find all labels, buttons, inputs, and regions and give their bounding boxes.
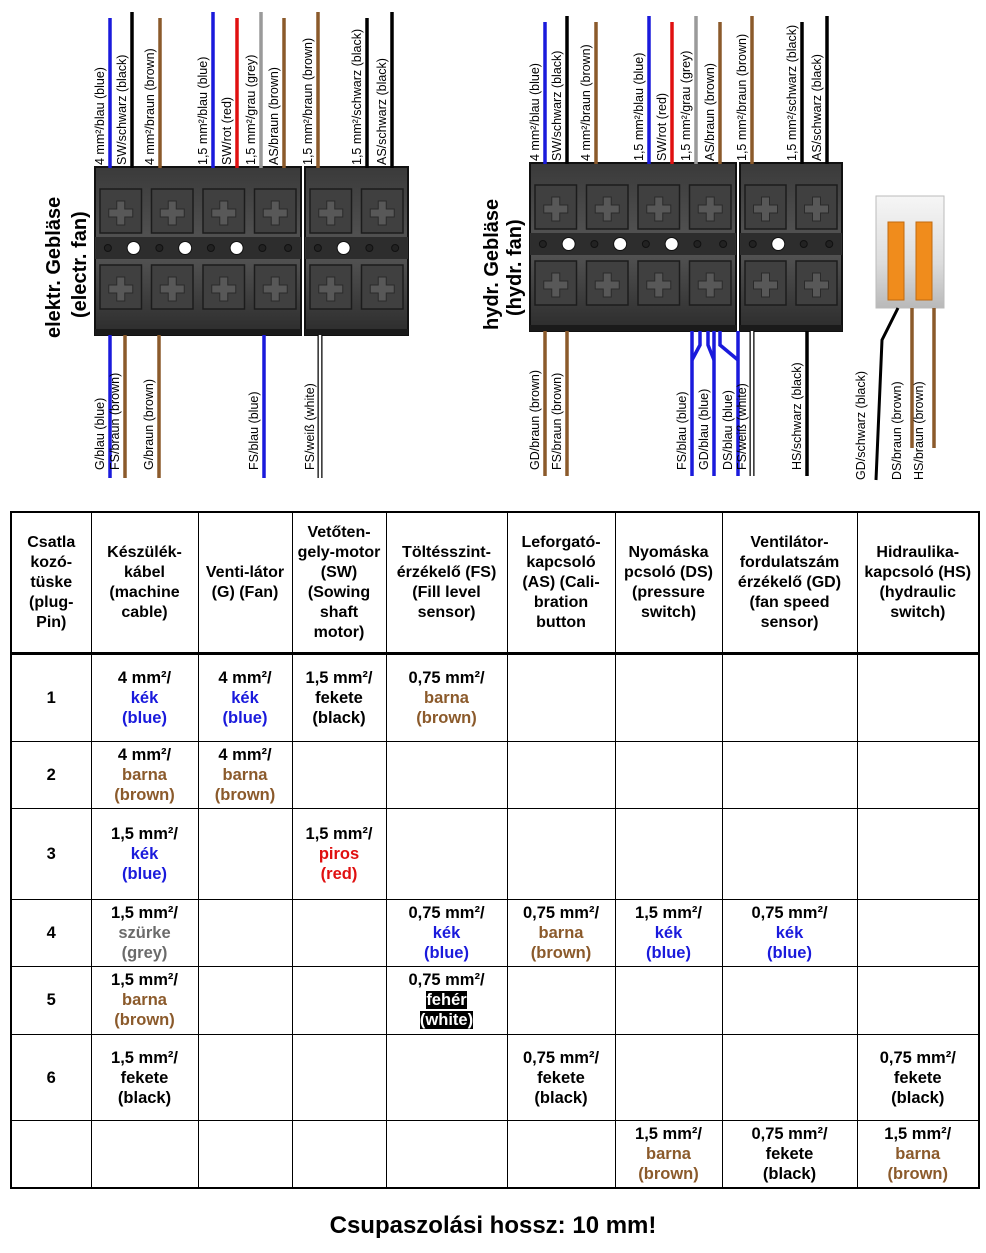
wire-cell <box>292 966 386 1034</box>
wire-cell <box>615 966 722 1034</box>
wire-cell <box>722 654 857 742</box>
wire-label: 4 mm²/braun (brown) <box>579 44 593 161</box>
wire-cell <box>615 654 722 742</box>
wire-color-english: (brown) <box>887 1165 948 1184</box>
wire-label: GD/blau (blue) <box>697 388 711 470</box>
wire-cell <box>507 1121 615 1188</box>
pin-number: 1 <box>11 654 91 742</box>
wire-cell <box>386 899 507 966</box>
wire-label: 4 mm²/blau (blue) <box>528 63 542 161</box>
wire-cell <box>198 899 292 966</box>
wire-size: 4 mm²/ <box>117 669 172 688</box>
plug-pin <box>888 222 904 300</box>
wire-cell <box>722 966 857 1034</box>
wire-color-name: kék <box>130 845 159 864</box>
table-header-5: Leforgató-kapcsoló (AS) (Cali-bration button <box>507 512 615 654</box>
wire-label: AS/braun (brown) <box>267 67 281 165</box>
wire-size: 1,5 mm²/ <box>884 1125 952 1144</box>
wire-color-english: (black) <box>117 1088 172 1107</box>
wire-color-english: (brown) <box>638 1165 699 1184</box>
wire-size: 1,5 mm²/ <box>305 669 373 688</box>
electric-fan-title-1: elektr. Gebläse <box>43 196 65 338</box>
pin-number: 6 <box>11 1035 91 1121</box>
wire-color-english: (blue) <box>122 865 167 884</box>
table-header-3: Vetőten-gely-motor (SW) (Sowing shaft motor) <box>292 512 386 654</box>
wire-label: SW/rot (red) <box>655 92 669 161</box>
wire-size: 0,75 mm²/ <box>408 669 485 688</box>
table-header-2: Venti-látor (G) (Fan) <box>198 512 292 654</box>
wire-label: 1,5 mm²/grau (grey) <box>679 50 693 161</box>
wire-label: GD/schwarz (black) <box>854 370 868 480</box>
wire-color-name: kék <box>654 923 683 942</box>
wire-label: SW/schwarz (black) <box>550 50 564 161</box>
wire-cell <box>507 809 615 899</box>
wire-cell <box>198 742 292 809</box>
wire-label: FS/blau (blue) <box>675 391 689 470</box>
wire-size: 1,5 mm²/ <box>635 1125 702 1144</box>
wire-size: 1,5 mm²/ <box>635 903 702 922</box>
table-header-0: Csatla kozó-tüske (plug-Pin) <box>11 512 91 654</box>
pin-number: 3 <box>11 809 91 899</box>
wire-size: 4 mm²/ <box>218 669 272 688</box>
wire-size: 0,75 mm²/ <box>879 1048 956 1067</box>
wire-color-english: (black) <box>891 1088 945 1107</box>
wire-cell <box>198 1035 292 1121</box>
wire-size: 1,5 mm²/ <box>111 1048 178 1067</box>
wire-cell <box>507 654 615 742</box>
wire-label: 1,5 mm²/schwarz (black) <box>350 28 364 165</box>
wire-cell <box>615 742 722 809</box>
wire-color-english: (brown) <box>214 786 276 805</box>
stripping-length-note: Csupaszolási hossz: 10 mm! <box>329 1212 657 1239</box>
pin-number: 5 <box>11 966 91 1034</box>
wire-color-name: fekete <box>315 689 363 708</box>
table-header-4: Töltésszint-érzékelő (FS) (Fill level sensor) <box>386 512 507 654</box>
wire-label: HS/schwarz (black) <box>790 362 804 470</box>
wire-label: 1,5 mm²/braun (brown) <box>301 37 315 165</box>
electric-fan-block-side <box>305 167 408 335</box>
wire-color-name: barna <box>122 766 167 785</box>
wire-cell <box>615 899 722 966</box>
wire-color-english: (brown) <box>416 709 477 728</box>
wire-size: 4 mm²/ <box>218 746 272 765</box>
wire-color-name: kék <box>130 689 159 708</box>
wire-cell <box>507 742 615 809</box>
wire-cell <box>857 654 979 742</box>
wiring-diagram <box>0 0 986 500</box>
wire-cell <box>857 966 979 1034</box>
wire-cell <box>292 899 386 966</box>
wire-color-english: (black) <box>762 1165 817 1184</box>
wire-label: FS/braun (brown) <box>108 372 122 470</box>
wire-cell <box>386 742 507 809</box>
wire-color-english: (red) <box>320 865 358 884</box>
wire-color-english: (brown) <box>114 1011 175 1030</box>
wire-cell <box>722 1035 857 1121</box>
wire-cell <box>857 1035 979 1121</box>
wire-cell <box>722 809 857 899</box>
hydraulic-fan-title-2: (hydr. fan) <box>504 219 526 316</box>
wire-cell <box>857 742 979 809</box>
hydraulic-fan-title-1: hydr. Gebläse <box>481 198 503 330</box>
wire-color-name: barna <box>646 1145 691 1164</box>
wire-color-name: barna <box>895 1145 941 1164</box>
wire-cell <box>615 809 722 899</box>
wire-size: 0,75 mm²/ <box>408 971 485 990</box>
wire-cell <box>91 1121 198 1188</box>
wire-color-english: (brown) <box>530 943 592 962</box>
wire-cell <box>507 966 615 1034</box>
wire-label: G/braun (brown) <box>142 378 156 470</box>
wire-color-name: fekete <box>120 1068 169 1087</box>
wire-cell <box>292 1121 386 1188</box>
wire-cell <box>857 809 979 899</box>
wire-label: FS/braun (brown) <box>550 372 564 470</box>
wire-color-english: (brown) <box>114 786 175 805</box>
wire-color-english: (black) <box>312 709 366 728</box>
wire-color-english: (blue) <box>122 709 167 728</box>
wire-cell <box>615 1035 722 1121</box>
wire-color-name: fehér <box>426 991 467 1010</box>
wire-cell <box>386 1035 507 1121</box>
wire-cell <box>722 899 857 966</box>
wire-label: 1,5 mm²/blau (blue) <box>196 56 210 165</box>
wire-cell <box>386 1121 507 1188</box>
wire-cell <box>857 1121 979 1188</box>
wire-cell <box>292 1035 386 1121</box>
wire-color-english: (blue) <box>646 943 691 962</box>
wire-cell <box>857 899 979 966</box>
table-row <box>11 1121 979 1188</box>
wire-size: 1,5 mm²/ <box>305 825 373 844</box>
hydraulic-fan-block-main <box>530 163 736 331</box>
wire-cell <box>91 742 198 809</box>
wire-size: 1,5 mm²/ <box>111 903 178 922</box>
electric-fan-connector <box>93 12 408 478</box>
wire-label: AS/schwarz (black) <box>810 54 824 161</box>
wire-label: HS/braun (brown) <box>912 381 926 480</box>
wire-label: SW/rot (red) <box>220 96 234 165</box>
wire-cell <box>722 742 857 809</box>
wire-size: 0,75 mm²/ <box>751 1125 828 1144</box>
table-row <box>11 654 979 742</box>
wire-size: 1,5 mm²/ <box>111 825 178 844</box>
wire-label: SW/schwarz (black) <box>115 54 129 165</box>
wire-cell <box>507 899 615 966</box>
wire-cell <box>91 899 198 966</box>
wire-color-name: fekete <box>893 1068 942 1087</box>
wire-color-name: barna <box>122 991 167 1010</box>
wire-color-name: szürke <box>118 923 171 942</box>
wire-label: DS/blau (blue) <box>721 390 735 470</box>
table-header-1: Készülék-kábel (machine cable) <box>91 512 198 654</box>
wire-color-english: (black) <box>534 1088 588 1107</box>
wire-color-english: (grey) <box>121 943 168 962</box>
pin-number: 4 <box>11 899 91 966</box>
wire-label: FS/blau (blue) <box>247 391 261 470</box>
wire-label: G/blau (blue) <box>93 397 107 470</box>
wire-cell <box>292 809 386 899</box>
wire-label: 1,5 mm²/braun (brown) <box>735 33 749 161</box>
wire-cell <box>722 1121 857 1188</box>
wire-cell <box>91 1035 198 1121</box>
wire-cell <box>198 654 292 742</box>
wire-cell <box>91 809 198 899</box>
hydraulic-fan-block-side <box>740 163 842 331</box>
wire-cell <box>198 966 292 1034</box>
wire-cell <box>91 654 198 742</box>
wire-cell <box>91 966 198 1034</box>
table-row <box>11 742 979 809</box>
table-header-6: Nyomáska pcsoló (DS) (pressure switch) <box>615 512 722 654</box>
electric-fan-block-main <box>95 167 301 335</box>
wire-size: 0,75 mm²/ <box>408 903 485 922</box>
table-header-8: Hidraulika-kapcsoló (HS) (hydraulic switch) <box>857 512 979 654</box>
plug-pin <box>916 222 932 300</box>
wire-cell <box>615 1121 722 1188</box>
wire-color-english: (blue) <box>424 943 469 962</box>
wire-cell <box>386 809 507 899</box>
wire-color-name: kék <box>432 923 461 942</box>
wire-label: DS/braun (brown) <box>890 381 904 480</box>
hydraulic-fan-connector <box>528 16 842 476</box>
wire-color-name: kék <box>231 689 259 708</box>
wire-size: 1,5 mm²/ <box>111 971 178 990</box>
wire-color-name: barna <box>424 689 469 708</box>
wire-label: 1,5 mm²/grau (grey) <box>244 54 258 165</box>
wire-label: 4 mm²/braun (brown) <box>143 48 157 165</box>
wire-size: 0,75 mm²/ <box>522 903 600 922</box>
wire-color-english: (blue) <box>222 709 268 728</box>
pin-number <box>11 1121 91 1188</box>
wire-color-name: barna <box>222 766 268 785</box>
wire-size: 0,75 mm²/ <box>522 1048 600 1067</box>
wire-cell <box>386 966 507 1034</box>
wire-label: 1,5 mm²/blau (blue) <box>632 52 646 161</box>
wire-cell <box>507 1035 615 1121</box>
plug-body <box>876 196 944 308</box>
wire-label: 4 mm²/blau (blue) <box>93 67 107 165</box>
pin-number: 2 <box>11 742 91 809</box>
wire-cell <box>198 809 292 899</box>
table-row <box>11 1035 979 1121</box>
wire-cell <box>292 654 386 742</box>
wire-label: AS/schwarz (black) <box>375 58 389 165</box>
table-row <box>11 899 979 966</box>
wiring-table <box>10 511 980 1189</box>
wire-cell <box>386 654 507 742</box>
wire-label: GD/braun (brown) <box>528 369 542 470</box>
electric-fan-title-2: (electr. fan) <box>69 211 91 318</box>
wire-size: 0,75 mm²/ <box>751 903 828 922</box>
wire-color-english: (blue) <box>767 943 812 962</box>
wire-label: AS/braun (brown) <box>703 63 717 161</box>
wire-cell <box>198 1121 292 1188</box>
wire-size: 4 mm²/ <box>117 746 172 765</box>
wire-label: FS/weiß (white) <box>303 383 317 470</box>
wire-color-name: fekete <box>537 1068 585 1087</box>
table-header-row <box>11 512 979 654</box>
wire-color-name: piros <box>318 845 360 864</box>
table-row <box>11 966 979 1034</box>
wire-color-name: fekete <box>765 1145 814 1164</box>
wire-color-name: barna <box>538 923 584 942</box>
wire-color-name: kék <box>775 923 804 942</box>
wire-label: FS/weiß (white) <box>735 383 749 470</box>
wire-label: 1,5 mm²/schwarz (black) <box>785 24 799 161</box>
table-row <box>11 809 979 899</box>
wire-cell <box>292 742 386 809</box>
wire-color-english: (white) <box>419 1011 474 1030</box>
plug-connector <box>854 196 944 480</box>
table-header-7: Ventilátor-fordulatszám érzékelő (GD) (fan speed sensor) <box>722 512 857 654</box>
